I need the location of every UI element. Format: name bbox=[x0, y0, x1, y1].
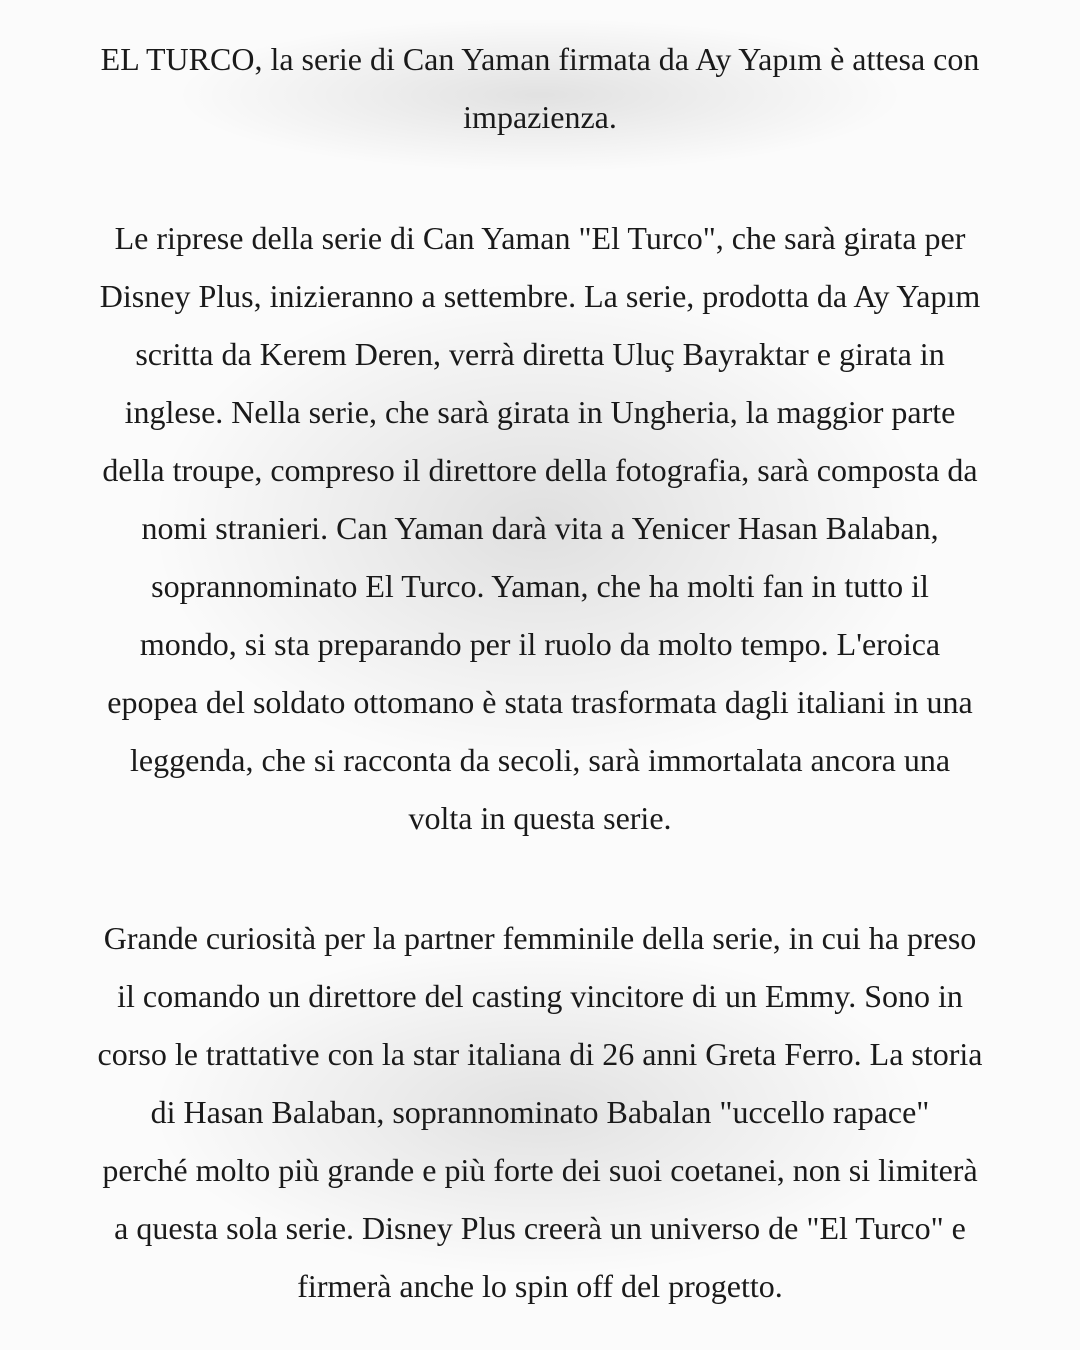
text-line: Disney Plus, inizieranno a settembre. La serie, prodotta da Ay Yapım bbox=[99, 278, 981, 314]
text-line: nomi stranieri. Can Yaman darà vita a Yenicer Hasan Balaban, bbox=[141, 510, 939, 546]
text-line: inglese. Nella serie, che sarà girata in Ungheria, la maggior parte bbox=[124, 394, 956, 430]
text-line: corso le trattative con la star italiana di 26 anni Greta Ferro. La storia bbox=[97, 1036, 983, 1072]
text-line: della troupe, compreso il direttore della fotografia, sarà composta da bbox=[102, 452, 978, 488]
text-line: mondo, si sta preparando per il ruolo da molto tempo. L'eroica bbox=[139, 626, 941, 662]
text-line: firmerà anche lo spin off del progetto. bbox=[297, 1268, 783, 1304]
text-line: a questa sola serie. Disney Plus creerà un universo de "El Turco" e bbox=[114, 1210, 966, 1246]
paragraph-production bbox=[44, 209, 1036, 847]
text-line: impazienza. bbox=[463, 99, 617, 135]
text-line: di Hasan Balaban, soprannominato Babalan "uccello rapace" bbox=[150, 1094, 930, 1130]
text-line: Grande curiosità per la partner femminile della serie, in cui ha preso bbox=[103, 920, 977, 956]
text-line: soprannominato El Turco. Yaman, che ha molti fan in tutto il bbox=[151, 568, 929, 604]
text-line: volta in questa serie. bbox=[408, 800, 672, 836]
text-line: Le riprese della serie di Can Yaman "El Turco", che sarà girata per bbox=[114, 220, 966, 256]
text-line: epopea del soldato ottomano è stata trasformata dagli italiani in una bbox=[107, 684, 973, 720]
paragraph-intro bbox=[44, 30, 1036, 146]
text-line: leggenda, che si racconta da secoli, sarà immortalata ancora una bbox=[129, 742, 951, 778]
text-line: perché molto più grande e più forte dei suoi coetanei, non si limiterà bbox=[102, 1152, 978, 1188]
text-line: scritta da Kerem Deren, verrà diretta Uluç Bayraktar e girata in bbox=[135, 336, 945, 372]
text-line: EL TURCO, la serie di Can Yaman firmata da Ay Yapım è attesa con bbox=[100, 41, 980, 77]
text-line: il comando un direttore del casting vincitore di un Emmy. Sono in bbox=[117, 978, 963, 1014]
paragraph-casting bbox=[44, 909, 1036, 1315]
